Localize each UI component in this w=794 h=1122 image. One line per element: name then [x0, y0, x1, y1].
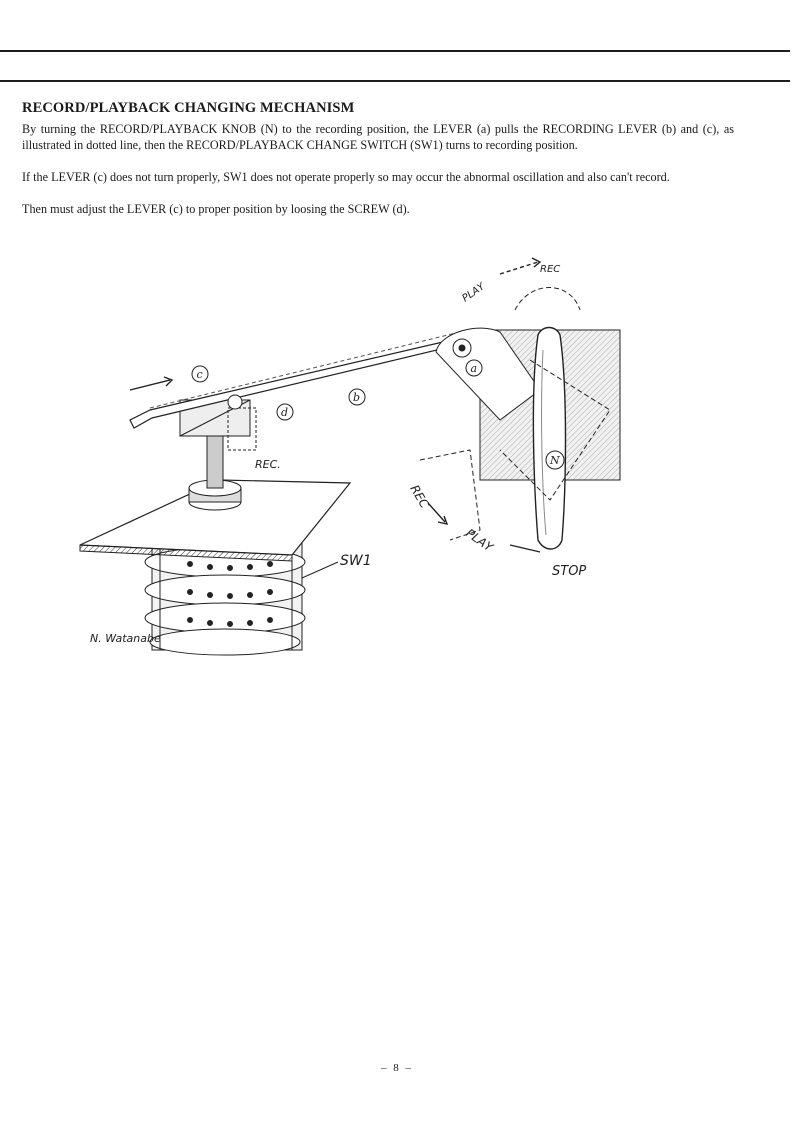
label-sw1: SW1	[340, 553, 372, 569]
mechanism-illustration	[60, 240, 720, 680]
artist-signature: N. Watanabe	[90, 632, 161, 645]
label-rec-knob: REC	[407, 482, 432, 511]
label-c	[192, 366, 208, 382]
label-b-text: b	[353, 391, 361, 404]
label-a	[466, 360, 482, 376]
top-rule	[0, 50, 790, 52]
second-rule	[0, 80, 790, 82]
paragraph-3: Then must adjust the LEVER (c) to proper position by loosing the SCREW (d).	[22, 202, 410, 216]
page-number: – 8 –	[381, 1062, 413, 1074]
label-play-top: PLAY	[460, 281, 487, 305]
section-heading: RECORD/PLAYBACK CHANGING MECHANISM	[22, 100, 355, 116]
knob-assembly	[420, 288, 620, 550]
label-c-text: c	[196, 368, 203, 381]
label-rec-top: REC	[540, 264, 561, 275]
paragraph-2: If the LEVER (c) does not turn properly, SW1 does not operate properly so may occur the abnormal oscillation and also can't record.	[22, 170, 670, 184]
label-n-text: N	[550, 454, 560, 467]
label-d	[277, 404, 293, 420]
paragraph-1: By turning the RECORD/PLAYBACK KNOB (N) to the recording position, the LEVER (a) pulls the RECORDING LEVER (b) and (c), as illustrated in dotted line, then the RECORD/PLAYBACK CHANGE SWITCH (SW1) turns to recording position.	[22, 122, 734, 152]
label-d-text: d	[281, 406, 289, 419]
label-b	[349, 389, 365, 405]
label-n	[546, 451, 564, 469]
label-play-knob: PLAY	[463, 525, 496, 555]
label-a-text: a	[470, 362, 478, 375]
label-rec-lever: REC.	[255, 458, 281, 471]
label-stop: STOP	[552, 564, 587, 579]
